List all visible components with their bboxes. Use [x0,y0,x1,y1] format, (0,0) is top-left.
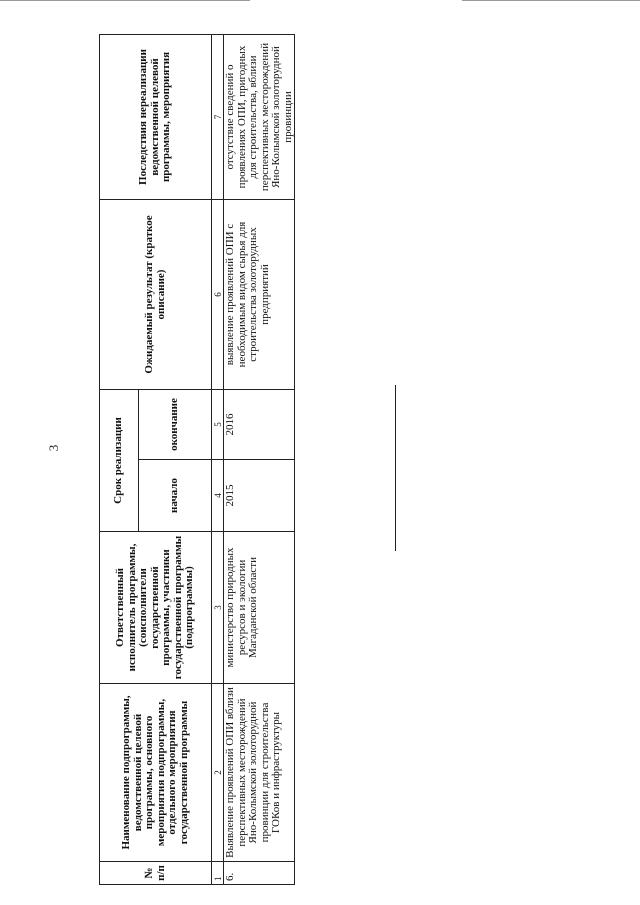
page-number: 3 [46,444,61,452]
column-number: 1 [212,862,224,885]
table-row [224,34,295,884]
program-table [99,34,295,885]
row-name: Выявление проявлений ОПИ вблизи перспективных месторождений Яно-Колымской золоторудной провинции для строительства ГОКов и инфраструктуры [224,684,295,862]
column-number: 5 [212,389,224,459]
header-executor: Ответственный исполнитель программы, (соисполнители государственной программы, участники государственной программы (подпрограммы) [100,532,212,684]
header-result: Ожидаемый результат (краткое описание) [100,199,212,389]
row-consequence: отсутствие сведений о проявлениях ОПИ, пригодных для строительства, вблизи перспективных месторождений Яно-Колымской золоторудной провинции [224,34,295,199]
column-number: 7 [212,34,224,199]
column-number: 6 [212,199,224,389]
column-number: 4 [212,460,224,532]
column-number: 2 [212,684,224,862]
row-executor: министерство природных ресурсов и экологии Магаданской области [224,532,295,684]
header-term: Срок реализации [100,389,139,531]
rotated-table-wrapper [99,35,299,885]
column-number: 3 [212,532,224,684]
scan-edge-line [462,0,640,1]
signature-line [395,385,396,551]
row-end: 2016 [224,389,295,459]
column-number-row [212,34,224,884]
header-end: окончание [139,389,212,459]
header-start: начало [139,460,212,532]
row-start: 2015 [224,460,295,532]
header-row-main [100,34,139,884]
header-num: № п/п [100,862,212,885]
row-result: выявление проявлений ОПИ с необходимым видом сырья для строительства золоторудных предприятий [224,199,295,389]
row-num: 6. [224,862,295,885]
header-consequence: Последствия нереализации ведомственной целевой программы, мероприятия [100,34,212,199]
scan-edge-line [0,0,250,1]
header-name: Наименование подпрограммы, ведомственной целевой программы, основного мероприятия подпрограммы, отдельного мероприятия государственной программы [100,684,212,862]
